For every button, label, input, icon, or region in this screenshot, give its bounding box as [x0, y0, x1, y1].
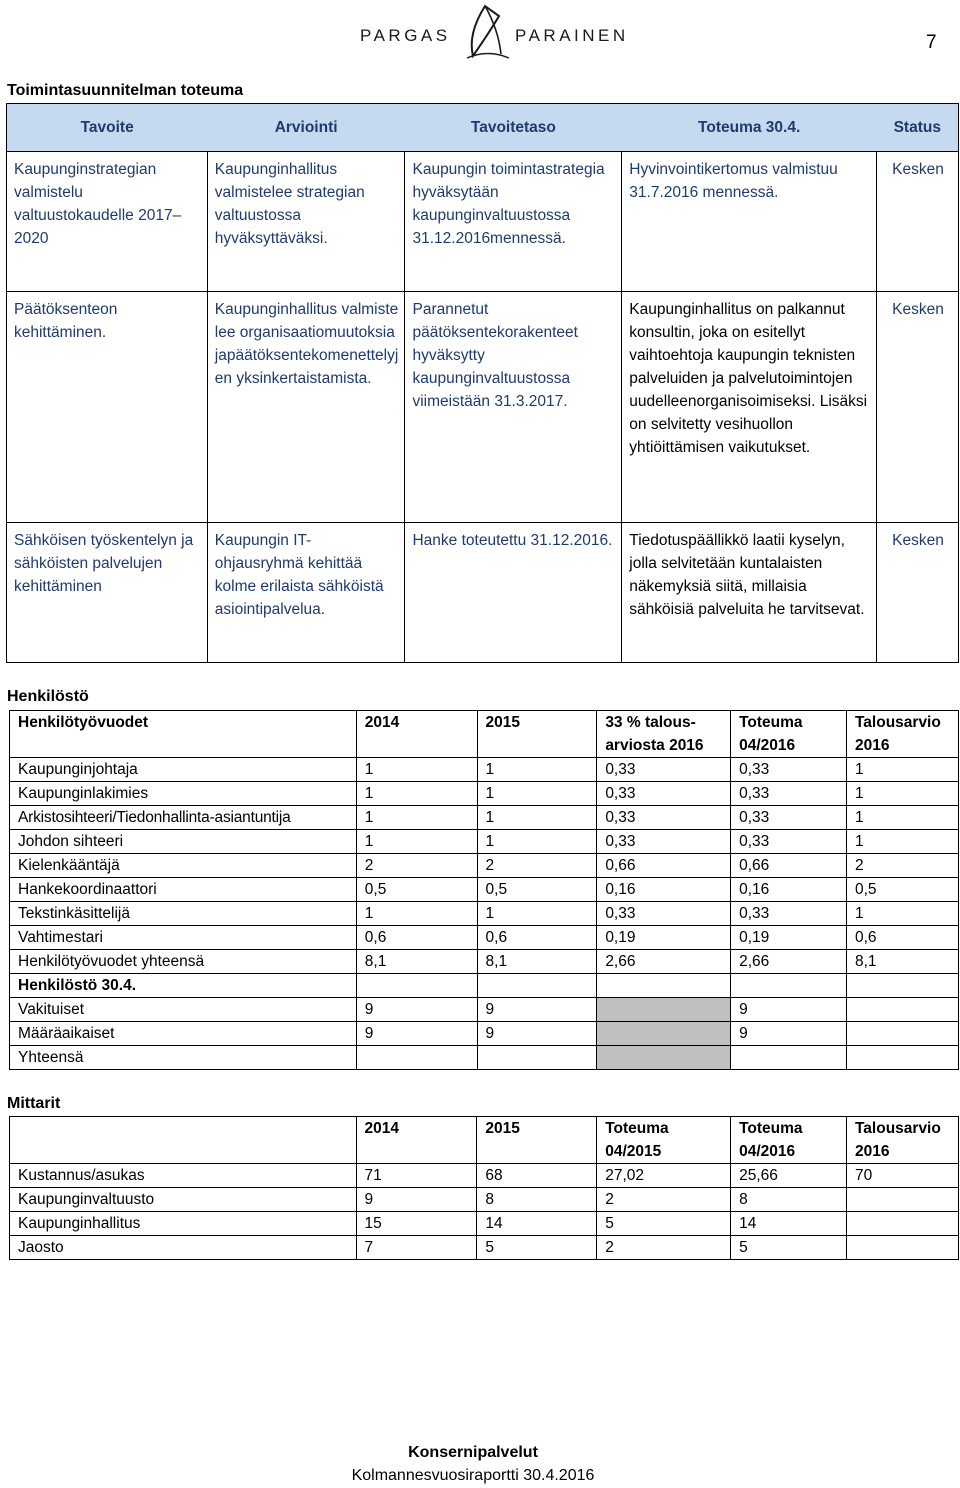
cell-goal: Sähköisen työskentelyn ja sähköisten palvelujen kehittäminen: [7, 523, 208, 663]
col-header-person-years: Henkilötyövuodet: [10, 711, 357, 758]
cell-value: 71: [356, 1164, 477, 1188]
cell-value: 0,6: [477, 926, 597, 950]
cell-value: [846, 998, 958, 1022]
cell-value: [356, 1046, 477, 1070]
cell-value: 0,6: [846, 926, 958, 950]
cell-value: 8: [477, 1188, 597, 1212]
cell-value: 1: [846, 902, 958, 926]
logo-word-parainen: PARAINEN: [515, 26, 629, 45]
cell-target-level: Hanke toteutettu 31.12.2016.: [405, 523, 622, 663]
sail-logo-icon: [463, 4, 513, 62]
cell-value: 0,19: [731, 926, 847, 950]
cell-target-level: Parannetut päätöksentekorakenteet hyväksytty kaupunginvaltuustossa viimeistään 31.3.2017.: [405, 292, 622, 523]
cell-value: 0,33: [597, 830, 731, 854]
table-row: [10, 1188, 959, 1212]
cell-value: 0,33: [597, 902, 731, 926]
section-title-metrics: Mittarit: [7, 1095, 61, 1112]
cell-value: [597, 974, 731, 998]
col-header-status: Status: [877, 104, 959, 152]
cell-evaluation: Kaupunginhallitus valmistelee organisaatiomuutoksia japäätöksentekomenettelyjen yksinkertaistamista.: [207, 292, 405, 523]
row-label: Kaupunginhallitus: [10, 1212, 357, 1236]
col-header-evaluation: Arviointi: [207, 104, 405, 152]
cell-value: [597, 1022, 731, 1046]
cell-value: 8,1: [356, 950, 477, 974]
cell-value: [597, 998, 731, 1022]
table-row: [10, 1164, 959, 1188]
cell-value: 0,33: [597, 758, 731, 782]
table-row: [10, 830, 959, 854]
cell-value: 1: [477, 902, 597, 926]
cell-value: 14: [477, 1212, 597, 1236]
cell-value: [477, 974, 597, 998]
col-header-realization-2015: Toteuma 04/2015: [597, 1117, 731, 1164]
row-label: Hankekoordinaattori: [10, 878, 357, 902]
table-row: [10, 998, 959, 1022]
row-label: Vakituiset: [10, 998, 357, 1022]
cell-realization: Kaupunginhallitus on palkannut konsultin, joka on esitellyt vaihtoehtoja kaupungin teknisten palveluiden ja palvelutoimintojen uudelleenorganisoimiseksi. Lisäksi on selvitetty vesihuollon yhtiöittämisen vaikutukset.: [622, 292, 877, 523]
cell-value: [846, 1046, 958, 1070]
cell-value: 0,6: [356, 926, 477, 950]
row-label: Henkilöstö 30.4.: [10, 974, 357, 998]
table-row: [7, 152, 959, 292]
col-header-2015: 2015: [477, 711, 597, 758]
table-row: [7, 292, 959, 523]
cell-value: 0,19: [597, 926, 731, 950]
cell-value: 0,66: [597, 854, 731, 878]
col-header-budget-share: 33 % talous-arviosta 2016: [597, 711, 731, 758]
cell-value: [597, 1046, 731, 1070]
cell-value: 8: [731, 1188, 847, 1212]
cell-value: 1: [477, 830, 597, 854]
cell-value: 8,1: [846, 950, 958, 974]
cell-value: 2,66: [731, 950, 847, 974]
cell-value: 70: [846, 1164, 958, 1188]
cell-value: 1: [846, 782, 958, 806]
logo-word-pargas: PARGAS: [360, 26, 451, 45]
cell-status: Kesken: [877, 292, 959, 523]
cell-value: 0,5: [846, 878, 958, 902]
cell-value: 0,33: [597, 806, 731, 830]
row-label: Kaupunginlakimies: [10, 782, 357, 806]
col-header-realization-2016: Toteuma 04/2016: [731, 1117, 847, 1164]
col-header-target-level: Tavoitetaso: [405, 104, 622, 152]
cell-realization: Tiedotuspäällikkö laatii kyselyn, jolla selvitetään kuntalaisten näkemyksiä siitä, millaisia sähköisiä palveluita he tarvitsevat.: [622, 523, 877, 663]
col-header-goal: Tavoite: [7, 104, 208, 152]
cell-value: 1: [356, 806, 477, 830]
cell-value: 14: [731, 1212, 847, 1236]
cell-evaluation: Kaupunginhallitus valmistelee strategian valtuustossa hyväksyttäväksi.: [207, 152, 405, 292]
cell-value: [731, 974, 847, 998]
page-number: 7: [926, 32, 937, 53]
footer-department: Konsernipalvelut: [408, 1444, 538, 1461]
cell-value: [846, 1212, 958, 1236]
col-header-2014: 2014: [356, 711, 477, 758]
col-header-metric: [10, 1117, 357, 1164]
cell-goal: Päätöksenteon kehittäminen.: [7, 292, 208, 523]
metrics-table-header: [10, 1117, 959, 1164]
cell-value: 1: [477, 782, 597, 806]
cell-value: 9: [477, 998, 597, 1022]
cell-value: 0,33: [731, 782, 847, 806]
col-header-budget: Talousarvio 2016: [846, 1117, 958, 1164]
cell-value: 9: [356, 1188, 477, 1212]
cell-value: 2: [597, 1236, 731, 1260]
metrics-table: [9, 1116, 959, 1260]
cell-target-level: Kaupungin toimintastrategia hyväksytään kaupunginvaltuustossa 31.12.2016mennessä.: [405, 152, 622, 292]
cell-value: 9: [731, 998, 847, 1022]
cell-value: 5: [477, 1236, 597, 1260]
cell-value: 2: [356, 854, 477, 878]
cell-value: [477, 1046, 597, 1070]
cell-value: 5: [731, 1236, 847, 1260]
cell-value: 68: [477, 1164, 597, 1188]
cell-value: [731, 1046, 847, 1070]
section-title-staff: Henkilöstö: [7, 688, 89, 705]
cell-value: 8,1: [477, 950, 597, 974]
cell-value: 0,66: [731, 854, 847, 878]
table-row: [10, 926, 959, 950]
row-label: Johdon sihteeri: [10, 830, 357, 854]
row-label: Henkilötyövuodet yhteensä: [10, 950, 357, 974]
cell-value: 0,16: [597, 878, 731, 902]
col-header-2014: 2014: [356, 1117, 477, 1164]
table-row: [10, 902, 959, 926]
row-label: Kaupunginvaltuusto: [10, 1188, 357, 1212]
row-label: Määräaikaiset: [10, 1022, 357, 1046]
table-row-total: [10, 950, 959, 974]
cell-status: Kesken: [877, 152, 959, 292]
cell-value: 1: [356, 902, 477, 926]
cell-value: 1: [846, 806, 958, 830]
cell-value: 1: [356, 758, 477, 782]
table-row: [10, 758, 959, 782]
cell-value: 0,5: [356, 878, 477, 902]
table-row: [10, 782, 959, 806]
staff-table: [9, 710, 959, 1070]
table-row: [10, 1212, 959, 1236]
row-label: Jaosto: [10, 1236, 357, 1260]
cell-value: [846, 1236, 958, 1260]
table-row: [10, 1046, 959, 1070]
section-title-plan: Toimintasuunnitelman toteuma: [7, 82, 244, 99]
cell-value: 9: [731, 1022, 847, 1046]
table-row: [10, 854, 959, 878]
cell-value: 1: [356, 830, 477, 854]
cell-value: 0,33: [731, 758, 847, 782]
cell-value: [846, 974, 958, 998]
cell-value: 2: [477, 854, 597, 878]
cell-value: 1: [477, 758, 597, 782]
cell-value: 0,16: [731, 878, 847, 902]
col-header-budget: Talousarvio 2016: [846, 711, 958, 758]
col-header-realization: Toteuma 04/2016: [731, 711, 847, 758]
plan-table-header: [7, 104, 959, 152]
footer-report-title: Kolmannesvuosiraportti 30.4.2016: [351, 1467, 595, 1484]
staff-table-header: [10, 711, 959, 758]
plan-table: [6, 103, 959, 663]
cell-value: 5: [597, 1212, 731, 1236]
cell-value: 2: [597, 1188, 731, 1212]
cell-value: 0,33: [597, 782, 731, 806]
table-row: [10, 806, 959, 830]
cell-value: 9: [356, 1022, 477, 1046]
cell-value: [356, 974, 477, 998]
col-header-2015: 2015: [477, 1117, 597, 1164]
cell-value: 9: [477, 1022, 597, 1046]
table-row: [10, 878, 959, 902]
col-header-realization: Toteuma 30.4.: [622, 104, 877, 152]
cell-value: 0,33: [731, 806, 847, 830]
cell-goal: Kaupunginstrategian valmistelu valtuustokaudelle 2017–2020: [7, 152, 208, 292]
row-label: Kustannus/asukas: [10, 1164, 357, 1188]
cell-value: 2,66: [597, 950, 731, 974]
table-row-subheading: [10, 974, 959, 998]
row-label: Kaupunginjohtaja: [10, 758, 357, 782]
cell-value: 1: [846, 758, 958, 782]
cell-value: 1: [477, 806, 597, 830]
table-row: [10, 1236, 959, 1260]
cell-value: [846, 1188, 958, 1212]
row-label: Vahtimestari: [10, 926, 357, 950]
cell-evaluation: Kaupungin IT-ohjausryhmä kehittää kolme erilaista sähköistä asiointipalvelua.: [207, 523, 405, 663]
cell-value: 25,66: [731, 1164, 847, 1188]
cell-value: 0,5: [477, 878, 597, 902]
cell-value: [846, 1022, 958, 1046]
cell-value: 7: [356, 1236, 477, 1260]
table-row: [7, 523, 959, 663]
cell-value: 15: [356, 1212, 477, 1236]
row-label: Kielenkääntäjä: [10, 854, 357, 878]
cell-value: 27,02: [597, 1164, 731, 1188]
table-row: [10, 1022, 959, 1046]
cell-realization: Hyvinvointikertomus valmistuu 31.7.2016 mennessä.: [622, 152, 877, 292]
cell-value: 0,33: [731, 830, 847, 854]
row-label: Yhteensä: [10, 1046, 357, 1070]
cell-value: 9: [356, 998, 477, 1022]
row-label: Arkistosihteeri/Tiedonhallinta-asiantuntija: [10, 806, 357, 830]
row-label: Tekstinkäsittelijä: [10, 902, 357, 926]
cell-value: 1: [846, 830, 958, 854]
pargas-parainen-logo: [356, 4, 629, 64]
cell-value: 1: [356, 782, 477, 806]
cell-value: 0,33: [731, 902, 847, 926]
cell-status: Kesken: [877, 523, 959, 663]
cell-value: 2: [846, 854, 958, 878]
